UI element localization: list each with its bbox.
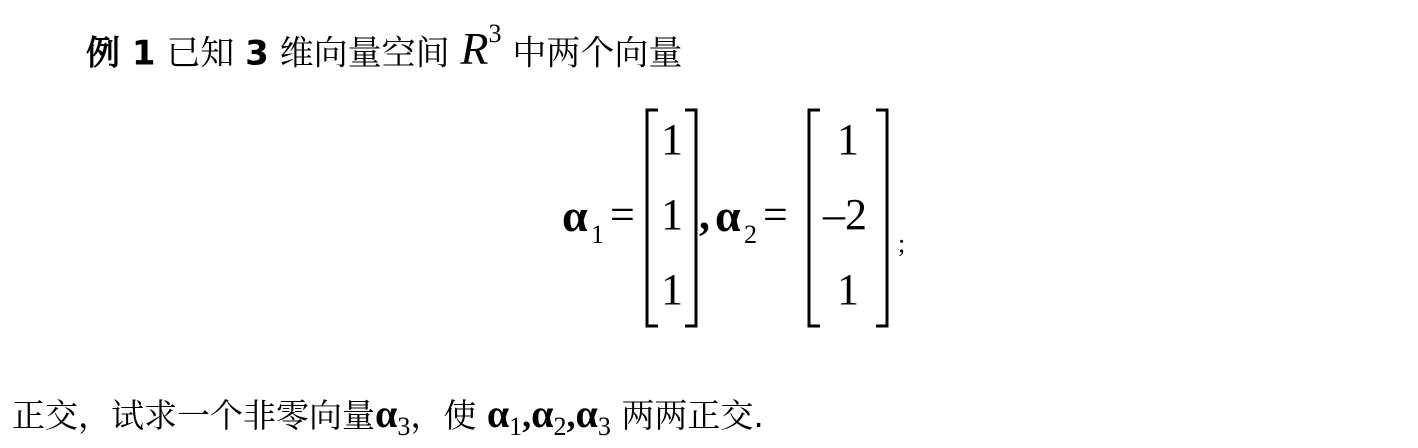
text-pairwise-orthogonal: 两两正交. <box>621 396 764 435</box>
alpha-index: 1 <box>509 412 523 441</box>
vector-separator-comma: , <box>699 190 710 239</box>
dimension-number: 3 <box>245 33 269 74</box>
alpha-1-index: 1 <box>591 220 604 249</box>
vector-2-entry: 1 <box>837 265 859 314</box>
example-label: 例 1 <box>86 33 156 74</box>
alpha-3-symbol: α <box>375 391 398 436</box>
matrix-2-right-bracket <box>876 110 887 326</box>
alpha-symbol-2: α <box>715 190 741 241</box>
alpha-symbol-1: α <box>562 190 588 241</box>
space-symbol: $R^3$ <box>460 19 502 75</box>
text-such-that: ，使 <box>410 396 477 435</box>
vector-1-entry: 1 <box>661 115 683 164</box>
space-exponent: 3 <box>488 19 502 48</box>
equals-sign-2: = <box>763 190 788 239</box>
alpha-index: 2 <box>553 412 567 441</box>
alpha-2-index: 2 <box>744 220 757 249</box>
alpha-index: 3 <box>597 412 611 441</box>
alpha-symbol: α <box>531 391 554 436</box>
vector-2-entry: –2 <box>823 190 867 239</box>
vector-1-entry: 1 <box>661 265 683 314</box>
matrix-1-right-bracket <box>685 110 696 326</box>
vector-1-entry: 1 <box>661 190 683 239</box>
text-orthogonal-find: 正交，试求一个非零向量 <box>12 396 375 435</box>
matrix-1-left-bracket <box>647 110 658 326</box>
equals-sign-1: = <box>610 190 635 239</box>
text-known: 已知 <box>166 33 235 74</box>
problem-statement-line-1 <box>86 14 683 75</box>
text-two-vectors: 中两个向量 <box>512 33 683 74</box>
list-comma: , <box>522 395 532 435</box>
formula-semicolon: ; <box>898 229 906 258</box>
text-vector-space: 维向量空间 <box>279 33 450 74</box>
problem-statement-line-3 <box>12 386 764 442</box>
vector-2-entry: 1 <box>837 115 859 164</box>
matrix-2-left-bracket <box>809 110 820 326</box>
alpha-3-index: 3 <box>397 412 411 441</box>
list-comma: , <box>566 395 576 435</box>
alpha-symbol: α <box>575 391 598 436</box>
vector-formula <box>0 100 1418 340</box>
alpha-symbol: α <box>486 391 510 436</box>
